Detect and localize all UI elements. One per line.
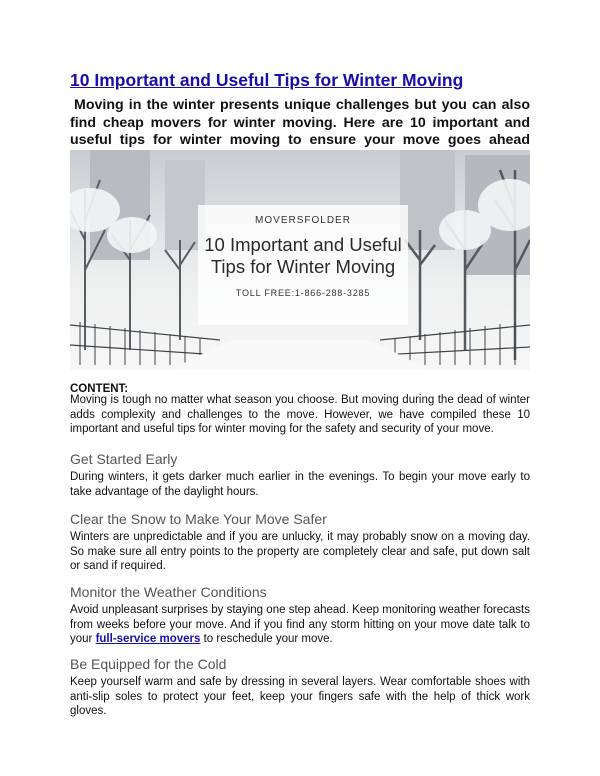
section-heading-clear-snow: Clear the Snow to Make Your Move Safer xyxy=(70,511,327,527)
weather-text-after: to reschedule your move. xyxy=(200,633,333,645)
section-heading-weather: Monitor the Weather Conditions xyxy=(70,584,267,600)
section-text-weather xyxy=(70,603,530,647)
weather-text-before: Avoid unpleasant surprises by staying one step ahead. Keep monitoring weather forecasts from weeks before your move. And if you find any storm hitting on your move date talk to your xyxy=(70,604,530,645)
section-text-start-early: During winters, it gets darker much earlier in the evenings. To begin your move early to take advantage of the daylight hours. xyxy=(70,471,530,498)
toll-free-number: TOLL FREE:1-866-288-3285 xyxy=(235,288,371,298)
hero-title-line-2: Tips for Winter Moving xyxy=(210,256,396,277)
full-service-movers-link[interactable]: full-service movers xyxy=(95,633,201,645)
section-text-clear-snow: Winters are unpredictable and if you are unlucky, it may probably snow on a moving day. So make sure all entry points to the property are completely clear and safe, put down salt or sand if required. xyxy=(70,531,530,572)
hero-image xyxy=(70,150,530,370)
page-title[interactable]: 10 Important and Useful Tips for Winter Moving xyxy=(70,70,464,90)
hero-title-line-1: 10 Important and Useful xyxy=(204,234,402,255)
hero-banner xyxy=(198,205,408,325)
section-heading-cold: Be Equipped for the Cold xyxy=(70,656,227,672)
brand-name: MOVERSFOLDER xyxy=(255,215,351,226)
content-paragraph: Moving is tough no matter what season you choose. But moving during the dead of winter adds complexity and challenges to the move. However, we have compiled these 10 important and useful tips for winter moving for the safety and security of your move. xyxy=(70,394,530,435)
intro-paragraph: Moving in the winter presents unique challenges but you can also find cheap movers for winter moving. Here are 10 important and useful tips for winter moving to ensure your move goes ahead xyxy=(70,97,530,148)
section-heading-start-early: Get Started Early xyxy=(70,451,178,467)
hero-title xyxy=(198,234,408,278)
section-text-cold: Keep yourself warm and safe by dressing in several layers. Wear comfortable shoes with anti-slip soles to protect your feet, keep your fingers safe with the help of thick work gloves. xyxy=(70,676,530,717)
content-label: CONTENT: xyxy=(70,383,129,395)
